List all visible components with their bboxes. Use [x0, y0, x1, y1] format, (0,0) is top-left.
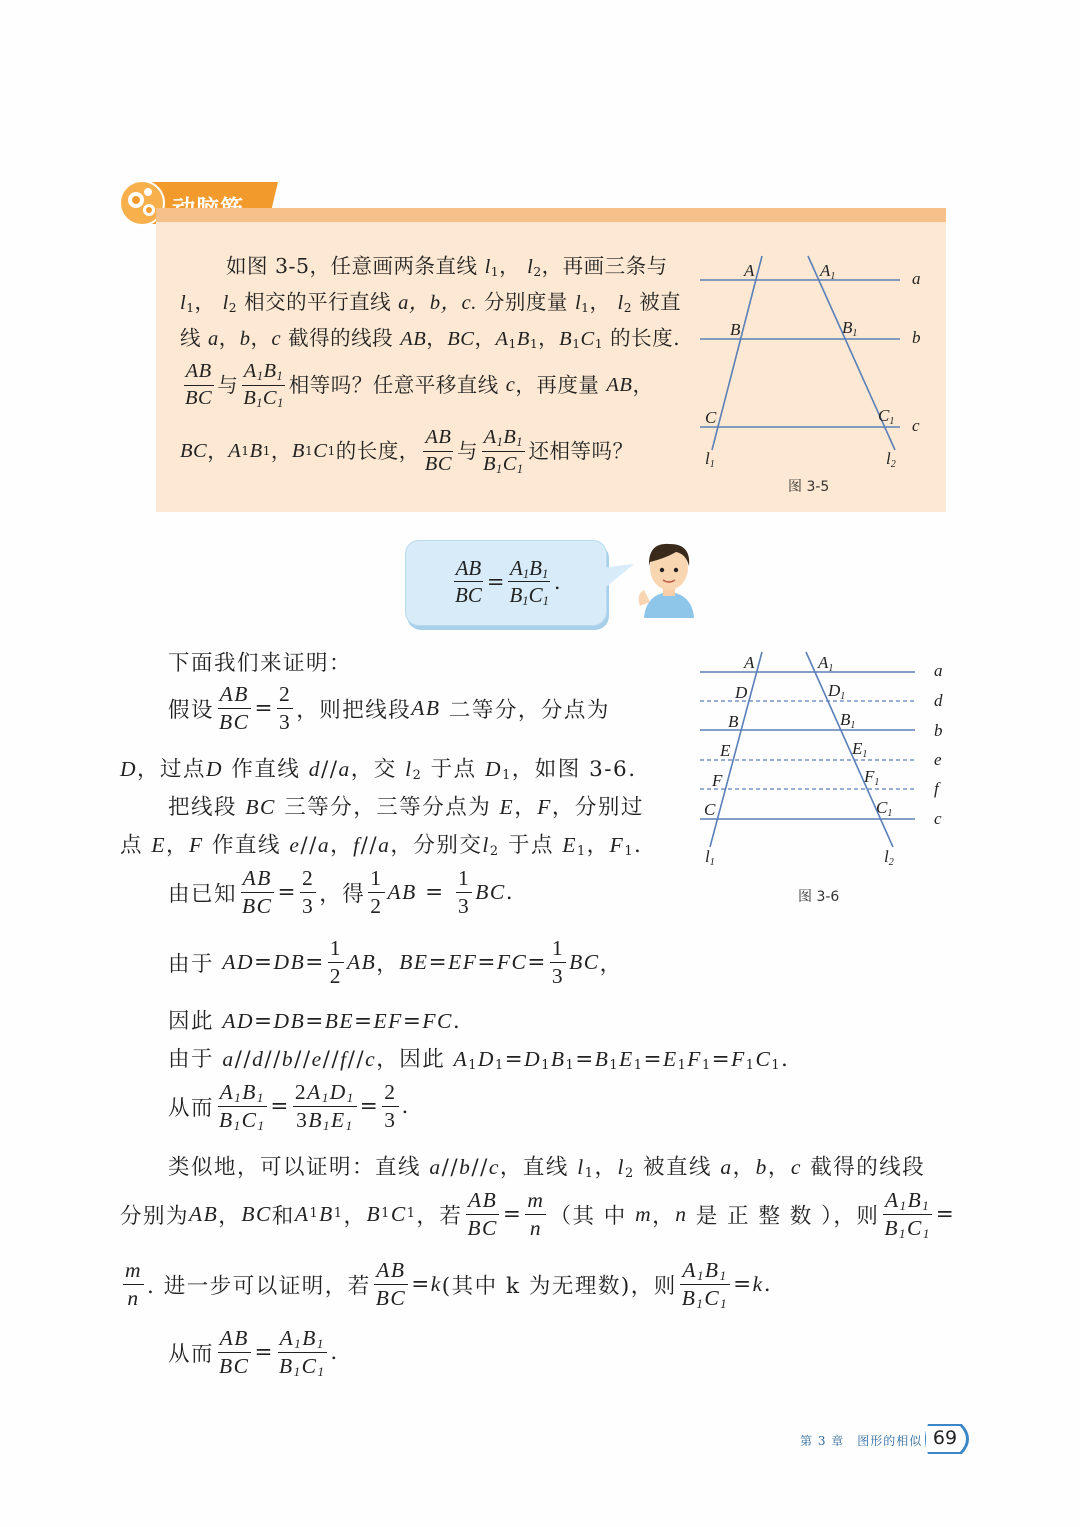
figure-3-5-caption: 图 3-5	[788, 479, 830, 495]
proof-line-respectively: 分别为 AB ， BC 和 A 1 B 1 ， B 1 C 1 ，若 $\frac{AB}{BC}$ = $\frac{m}{n}$ （其 中 m ， n 是 正 整 数 ），则 $\frac{A_1B_1}{B_1C_1}$ =	[120, 1188, 956, 1241]
page-number: 69	[932, 1427, 958, 1449]
label-A1: A1	[818, 653, 834, 674]
proof-line-similar: 类似地，可以证明：直线 a//b//c，直线 $l_1$，$l_2$ 被直线 a，b，c 截得的线段	[168, 1155, 926, 1182]
label-d: d	[934, 691, 943, 710]
proof-line-since: 由于 AD = DB = $\frac{1}{2}$ AB ， BE = EF = FC = $\frac{1}{3}$ BC ，	[168, 936, 623, 988]
label-B: B	[730, 320, 741, 339]
label-C1: C1	[876, 798, 893, 819]
label-C: C	[704, 800, 716, 819]
label-E: E	[720, 741, 731, 760]
label-A: A	[744, 261, 755, 280]
label-C1: C1	[878, 406, 895, 427]
proof-line-3: D，过点D 作直线 d//a，交 $l_2$ 于点 $D_1$，如图 3-6.	[120, 757, 637, 784]
label-l1: l1	[705, 847, 715, 868]
line-l2	[806, 652, 893, 847]
problem-line-1: 如图 3-5，任意画两条直线 $l_1$， $l_2$，再画三条与	[226, 254, 668, 280]
label-a: a	[934, 661, 943, 680]
proof-line-4: 把线段 BC 三等分，三等分点为 E，F，分别过	[168, 795, 644, 820]
label-b: b	[934, 721, 943, 740]
problem-line-5: BC ， A 1 B 1 ， B 1 C 1 的长度， $\frac{AB}{BC}$ 与 $\frac{A_1B_1}{B_1C_1}$ 还相等吗？	[180, 426, 634, 476]
problem-line-3: 线 a，b，c 截得的线段 AB，BC，$A_1B_1$，$B_1C_1$ 的长度.	[180, 326, 681, 352]
line-l1	[710, 652, 762, 847]
label-c: c	[912, 416, 920, 435]
label-A: A	[744, 653, 755, 672]
label-B1: B1	[842, 318, 858, 339]
bubble-tail	[600, 562, 640, 602]
proof-line-assume: 假设 $\frac{AB}{BC}$ = $\frac{2}{3}$ ，则把线段 AB 二等分，分点为	[168, 682, 610, 734]
proof-line-hence: 从而 $\frac{A_1B_1}{B_1C_1}$ = $\frac{2A_1D_1}{3B_1E_1}$ = $\frac{2}{3}$ .	[168, 1080, 410, 1133]
box-stripe	[156, 208, 946, 222]
label-F: F	[712, 771, 723, 790]
label-f: f	[934, 779, 939, 798]
label-F1: F1	[864, 767, 880, 788]
line-l1	[712, 256, 762, 450]
problem-line-4: $\frac{AB}{BC}$ 与 $\frac{A_1B_1}{B_1C_1}$ 相等吗？任意平移直线 c ，再度量 AB ，	[185, 360, 654, 410]
problem-line-2: $l_1$， $l_2$ 相交的平行直线 a，b，c. 分别度量 $l_1$， $l_2$ 被直	[180, 290, 682, 316]
label-B1: B1	[840, 710, 856, 731]
proof-line-final: 从而 $\frac{AB}{BC}$ = $\frac{A_1B_1}{B_1C_1}$ .	[168, 1326, 339, 1379]
label-C: C	[705, 408, 717, 427]
proof-line-5: 点 E，F 作直线 e//a，f//a，分别交$l_2$ 于点 $E_1$，$F_1$.	[120, 833, 643, 860]
label-l1: l1	[705, 449, 715, 470]
proof-line-parallel: 由于 a//d//b//e//f//c，因此 $A_1D_1=D_1B_1=B_1E_1=E_1F_1=F_1C_1$.	[168, 1047, 790, 1074]
label-D: D	[735, 683, 748, 702]
proof-line-irrational: $\frac{m}{n}$ . 进一步可以证明，若 $\frac{AB}{BC}$ = k (其中 k 为无理数)，则 $\frac{A_1B_1}{B_1C_1}$ = k .	[125, 1258, 773, 1311]
label-E1: E1	[852, 739, 868, 760]
bubble-equation: $\frac{AB}{BC}$ = $\frac{A_1B_1}{B_1C_1}$ .	[455, 556, 561, 609]
label-e: e	[934, 750, 942, 769]
figure-3-6-caption: 图 3-6	[798, 889, 840, 905]
label-l2: l2	[886, 449, 896, 470]
label-D1: D1	[828, 681, 846, 702]
proof-line-known: 由已知 $\frac{AB}{BC}$ = $\frac{2}{3}$ ，得 $\frac{1}{2}$ AB = $\frac{1}{3}$ BC .	[168, 866, 515, 918]
proof-line-therefore: 因此 AD=DB=BE=EF=FC.	[168, 1009, 462, 1034]
label-c: c	[934, 809, 942, 828]
label-l2: l2	[884, 847, 894, 868]
footer-chapter: 第 3 章 图形的相似	[800, 1434, 923, 1448]
label-B: B	[728, 712, 739, 731]
label-b: b	[912, 328, 921, 347]
label-A1: A1	[820, 261, 836, 282]
boy-avatar	[636, 536, 702, 618]
label-a: a	[912, 269, 921, 288]
figure-3-5	[690, 250, 930, 480]
proof-intro: 下面我们来证明：	[168, 651, 353, 676]
figure-3-6	[690, 652, 943, 877]
